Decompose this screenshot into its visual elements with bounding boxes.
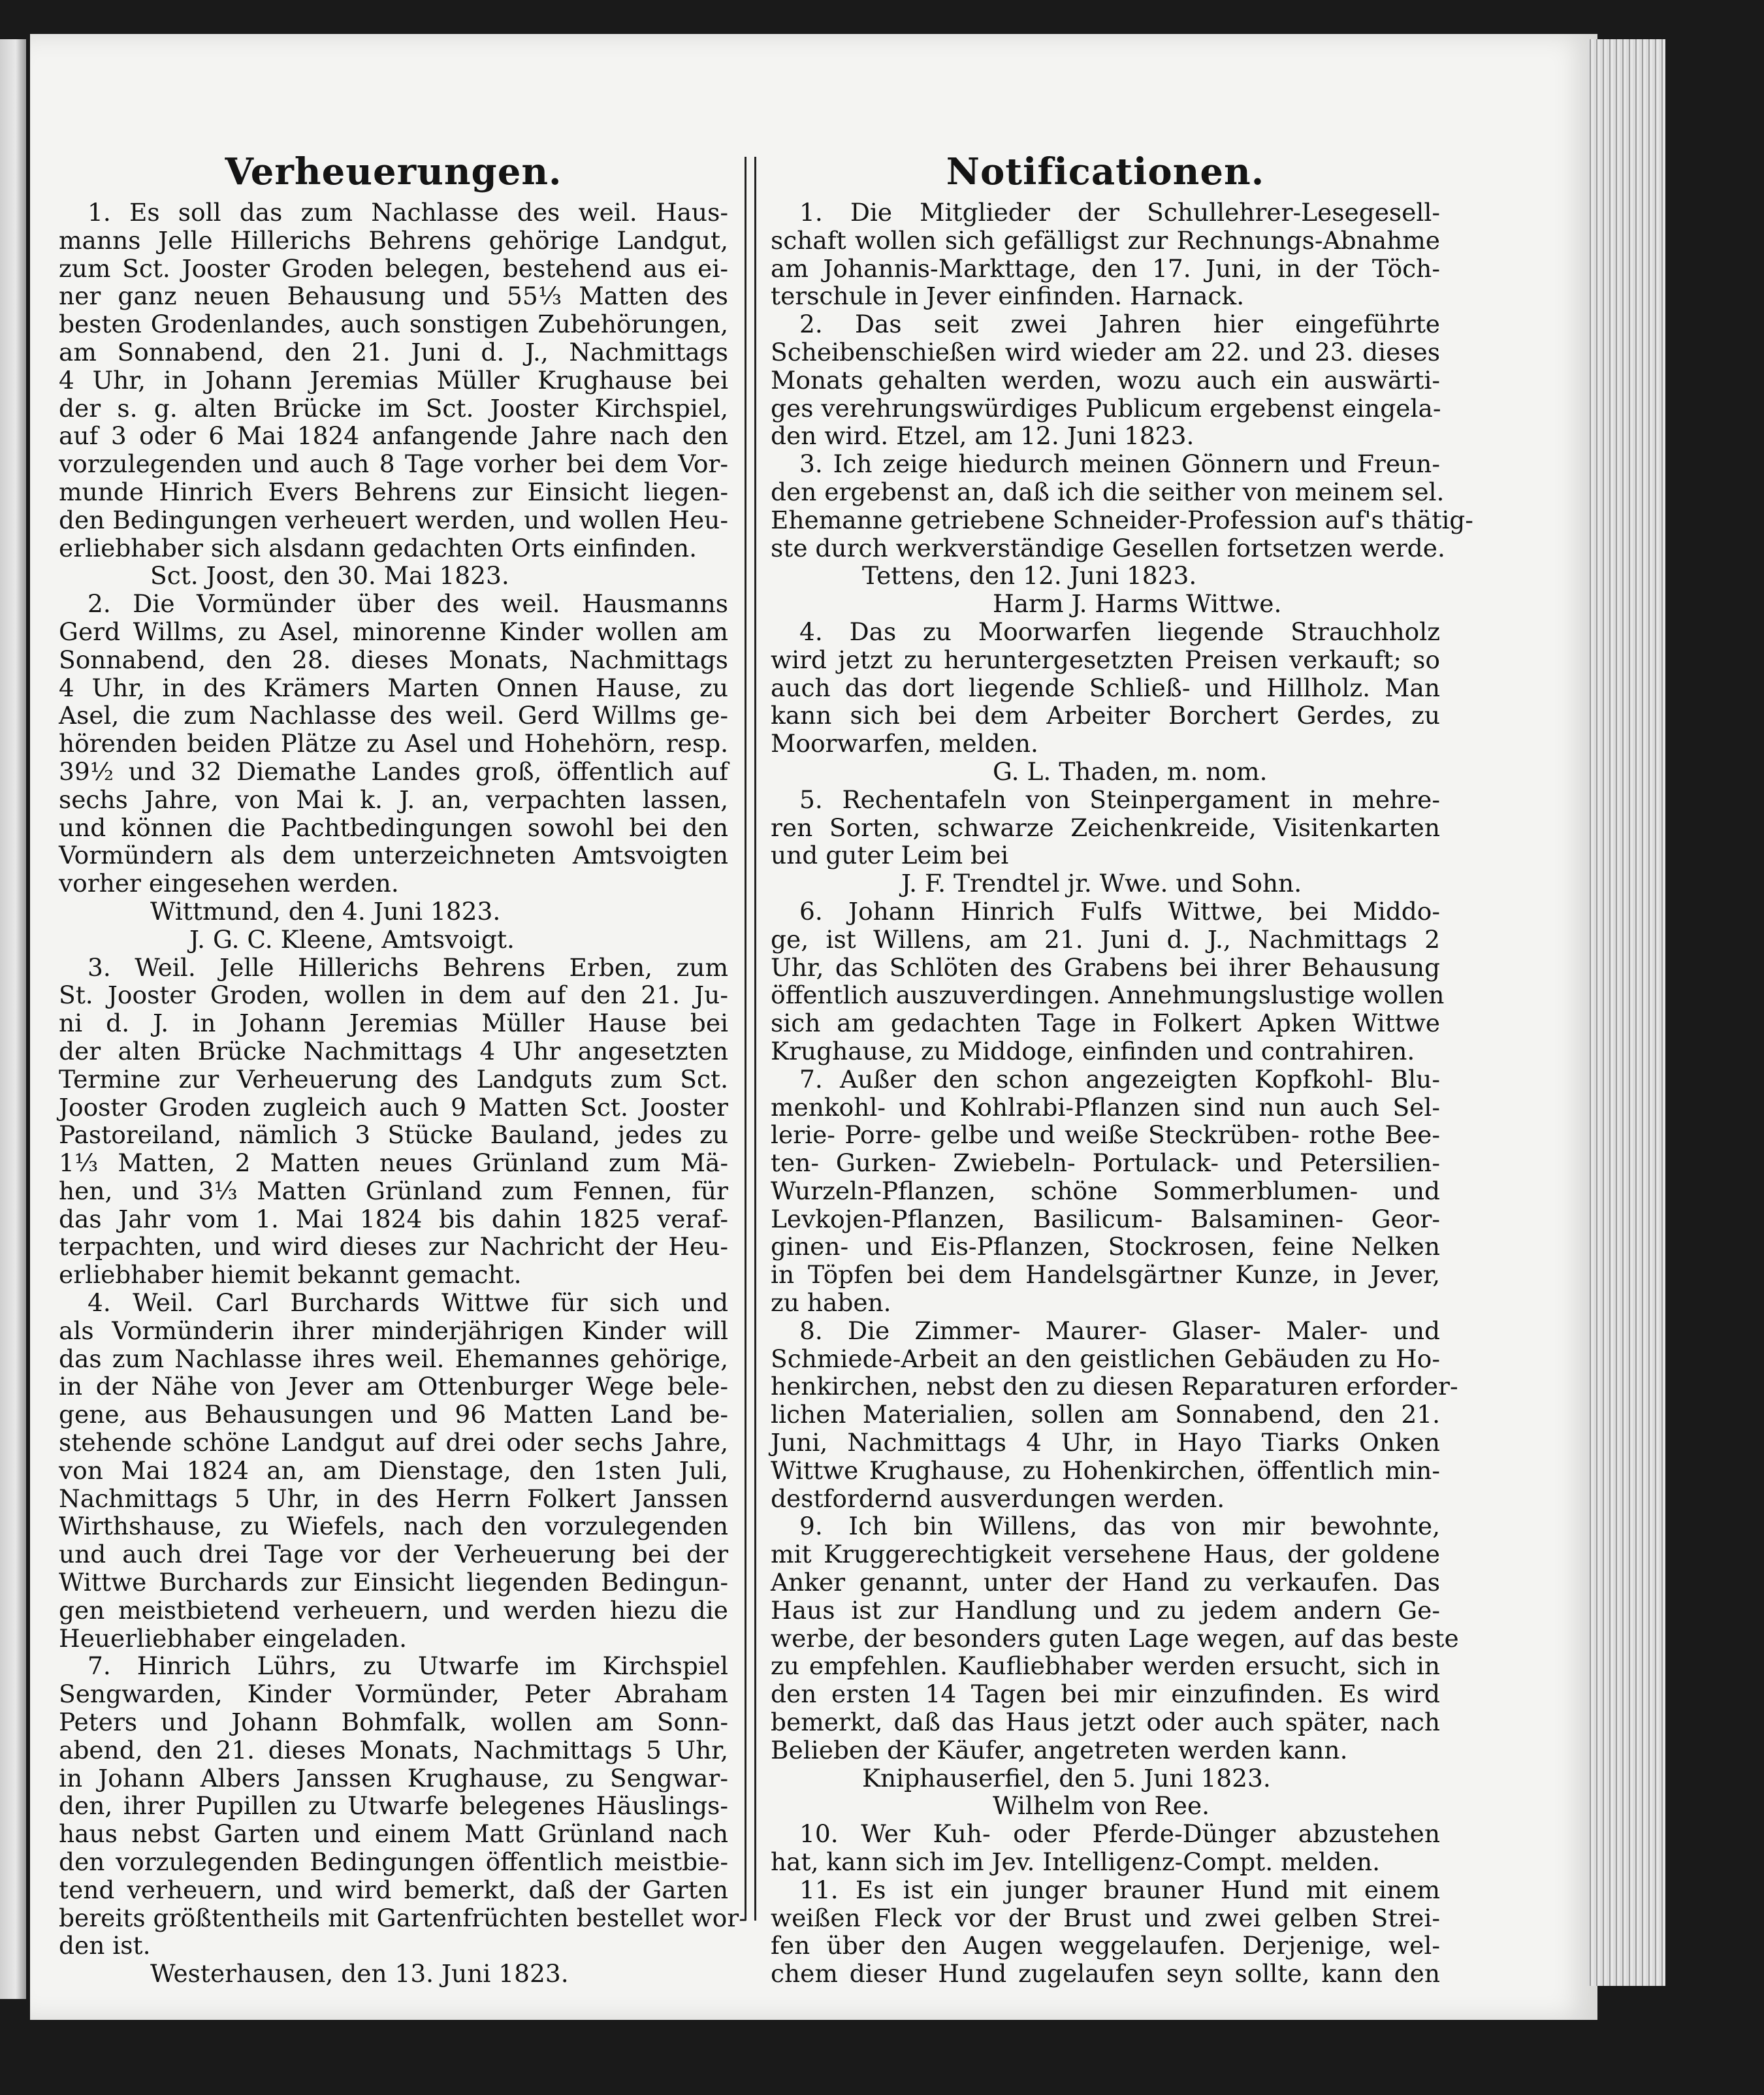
text-line: Haus ist zur Handlung und zu jedem andern Ge- — [771, 1595, 1440, 1625]
text-line: Termine zur Verheuerung des Landguts zum Sct. — [59, 1064, 728, 1094]
text-line: hat, kann sich im Jev. Intelligenz-Compt. melden. — [771, 1847, 1381, 1877]
text-line: chem dieser Hund zugelaufen seyn sollte, kann den — [771, 1959, 1440, 1989]
text-line: den ergebenst an, daß ich die seither von meinem sel. — [771, 477, 1445, 506]
text-line: ste durch werkverständige Gesellen fortsetzen werde. — [771, 533, 1445, 562]
text-line: Scheibenschießen wird wieder am 22. und 23. dieses — [771, 337, 1440, 366]
text-line: Ehemanne getriebene Schneider-Profession auf's thätig- — [771, 505, 1473, 534]
text-line: 4. Das zu Moorwarfen liegende Strauchholz — [799, 617, 1440, 646]
text-line: munde Hinrich Evers Behrens zur Einsicht liegen- — [59, 477, 728, 506]
text-line: tend verheuern, und wird bemerkt, daß der Garten — [59, 1875, 728, 1904]
text-line: in der Nähe von Jever am Ottenburger Wege bele- — [59, 1372, 728, 1401]
text-line: lichen Materialien, sollen am Sonnabend, den 21. — [771, 1400, 1440, 1429]
text-line: Vormündern als dem unterzeichneten Amtsvoigten — [59, 841, 728, 870]
text-line: besten Grodenlandes, auch sonstigen Zubehörungen, — [59, 310, 728, 339]
text-line: St. Jooster Groden, wollen in dem auf den 21. Ju- — [59, 981, 728, 1010]
text-line: kann sich bei dem Arbeiter Borchert Gerdes, zu — [771, 701, 1440, 730]
text-line: 39½ und 32 Diemathe Landes groß, öffentlich auf — [59, 756, 728, 786]
text-line: den, ihrer Pupillen zu Utwarfe belegenes Häuslings- — [59, 1791, 728, 1821]
text-line: Gerd Willms, zu Asel, minorenne Kinder wollen am — [59, 617, 728, 646]
text-line: und können die Pachtbedingungen sowohl bei den — [59, 813, 728, 842]
text-line: erliebhaber sich alsdann gedachten Orts einfinden. — [59, 533, 698, 562]
text-line: 4. Weil. Carl Burchards Wittwe für sich und — [88, 1288, 728, 1318]
text-line: G. L. Thaden, m. nom. — [993, 756, 1268, 786]
left-column — [59, 150, 747, 1989]
text-line: Heuerliebhaber eingeladen. — [59, 1623, 408, 1653]
text-line: Peters und Johann Bohmfalk, wollen am Sonn- — [59, 1708, 728, 1737]
text-line: ni d. J. in Johann Jeremias Müller Hause bei — [59, 1009, 728, 1038]
text-line: schaft wollen sich gefälligst zur Rechnungs-Abnahme — [771, 225, 1440, 255]
text-line: als Vormünderin ihrer minderjährigen Kinder will — [59, 1316, 728, 1345]
text-line: am Sonnabend, den 21. Juni d. J., Nachmittags — [59, 337, 728, 366]
text-line: bemerkt, daß das Haus jetzt oder auch später, nach — [771, 1708, 1440, 1737]
text-line: vorzulegenden und auch 8 Tage vorher bei dem Vor- — [59, 449, 728, 479]
text-line: henkirchen, nebst den zu diesen Reparaturen erforder- — [771, 1372, 1458, 1401]
text-line: hörenden beiden Plätze zu Asel und Hohehörn, resp. — [59, 729, 728, 758]
text-line: lerie- Porre- gelbe und weiße Steckrüben- rothe Bee- — [771, 1120, 1440, 1150]
text-line: ge, ist Willens, am 21. Juni d. J., Nachmittags 2 — [771, 924, 1440, 954]
text-line: in Johann Albers Janssen Krughause, zu Sengwar- — [59, 1763, 728, 1793]
text-line: den ist. — [59, 1931, 151, 1960]
text-line: 5. Rechentafeln von Steinpergament in mehre- — [799, 785, 1440, 814]
text-line: Levkojen-Pflanzen, Basilicum- Balsaminen- Geor- — [771, 1204, 1440, 1233]
text-line: Schmiede-Arbeit an den geistlichen Gebäuden zu Ho- — [771, 1344, 1440, 1373]
text-line: zum Sct. Jooster Groden belegen, bestehend aus ei- — [59, 253, 728, 283]
text-line: 1. Die Mitglieder der Schullehrer-Lesegesell- — [799, 198, 1440, 227]
text-line: hen, und 3⅓ Matten Grünland zum Fennen, für — [59, 1176, 728, 1205]
text-line: das zum Nachlasse ihres weil. Ehemannes gehörige, — [59, 1344, 728, 1373]
text-line: Sengwarden, Kinder Vormünder, Peter Abraham — [59, 1680, 728, 1709]
text-line: mit Kruggerechtigkeit versehene Haus, der goldene — [771, 1540, 1440, 1569]
text-line: Nachmittags 5 Uhr, in des Herrn Folkert Janssen — [59, 1484, 728, 1513]
text-line: 4 Uhr, in des Krämers Marten Onnen Hause, zu — [59, 673, 728, 702]
left-column-text — [59, 198, 747, 1989]
text-line: den Bedingungen verheuert werden, und wollen Heu- — [59, 505, 728, 534]
text-line: Westerhausen, den 13. Juni 1823. — [150, 1959, 569, 1989]
text-line: auch das dort liegende Schließ- und Hillholz. Man — [771, 673, 1440, 702]
text-line: Krughause, zu Middoge, einfinden und contrahiren. — [771, 1036, 1415, 1065]
text-line: erliebhaber hiemit bekannt gemacht. — [59, 1260, 522, 1290]
text-line: 3. Ich zeige hiedurch meinen Gönnern und Freun- — [799, 449, 1440, 479]
right-column — [771, 150, 1473, 1989]
text-line: destfordernd ausverdungen werden. — [771, 1484, 1225, 1513]
text-line: manns Jelle Hillerichs Behrens gehörige Landgut, — [59, 225, 728, 255]
text-line: terpachten, und wird dieses zur Nachricht der Heu- — [59, 1232, 728, 1261]
text-line: Wurzeln-Pflanzen, schöne Sommerblumen- und — [771, 1176, 1440, 1205]
text-line: weißen Fleck vor der Brust und zwei gelben Strei- — [771, 1903, 1440, 1932]
text-line: 7. Außer den schon angezeigten Kopfkohl- Blu- — [799, 1064, 1440, 1094]
text-line: ges verehrungswürdiges Publicum ergebenst eingela- — [771, 393, 1441, 423]
text-line: Jooster Groden zugleich auch 9 Matten Sct. Jooster — [59, 1092, 728, 1122]
text-line: Asel, die zum Nachlasse des weil. Gerd Willms ge- — [59, 701, 728, 730]
text-line: 8. Die Zimmer- Maurer- Glaser- Maler- und — [799, 1316, 1440, 1345]
text-line: 3. Weil. Jelle Hillerichs Behrens Erben, zum — [88, 952, 728, 982]
text-line: Moorwarfen, melden. — [771, 729, 1038, 758]
text-line: 4 Uhr, in Johann Jeremias Müller Krughause bei — [59, 365, 728, 395]
text-line: Uhr, das Schlöten des Grabens bei ihrer Behausung — [771, 952, 1440, 982]
text-line: und guter Leim bei — [771, 841, 1009, 870]
text-line: 1⅓ Matten, 2 Matten neues Grünland zum Mä- — [59, 1148, 728, 1178]
text-line: öffentlich auszuverdingen. Annehmungslustige wollen — [771, 981, 1445, 1010]
text-line: Wittwe Krughause, zu Hohenkirchen, öffentlich min- — [771, 1455, 1440, 1485]
text-line: werbe, der besonders guten Lage wegen, auf das beste — [771, 1623, 1459, 1653]
text-line: 7. Hinrich Lührs, zu Utwarfe im Kirchspiel — [88, 1651, 728, 1681]
text-line: terschule in Jever einfinden. Harnack. — [771, 282, 1245, 311]
text-line: das Jahr vom 1. Mai 1824 bis dahin 1825 veraf- — [59, 1204, 728, 1233]
text-line: Wilhelm von Ree. — [993, 1791, 1210, 1821]
text-line: J. F. Trendtel jr. Wwe. und Sohn. — [901, 869, 1302, 898]
text-line: stehende schöne Landgut auf drei oder sechs Jahre, — [59, 1428, 728, 1457]
text-line: und auch drei Tage vor der Verheuerung bei der — [59, 1540, 728, 1569]
text-line: ten- Gurken- Zwiebeln- Portulack- und Petersilien- — [771, 1148, 1440, 1178]
text-line: Anker genannt, unter der Hand zu verkaufen. Das — [771, 1568, 1440, 1597]
text-line: haus nebst Garten und einem Matt Grünland nach — [59, 1819, 728, 1849]
text-line: fen über den Augen weggelaufen. Derjenige, wel- — [771, 1931, 1440, 1960]
text-line: der alten Brücke Nachmittags 4 Uhr angesetzten — [59, 1036, 728, 1065]
text-line: Sonnabend, den 28. dieses Monats, Nachmittags — [59, 645, 728, 674]
text-line: Kniphauserfiel, den 5. Juni 1823. — [862, 1763, 1271, 1793]
text-line: Wittmund, den 4. Juni 1823. — [150, 896, 501, 926]
text-line: ner ganz neuen Behausung und 55⅓ Matten des — [59, 282, 728, 311]
text-line: 6. Johann Hinrich Fulfs Wittwe, bei Middo- — [799, 896, 1440, 926]
text-line: Monats gehalten werden, wozu auch ein auswärti- — [771, 365, 1440, 395]
text-line: in Töpfen bei dem Handelsgärtner Kunze, in Jever, — [771, 1260, 1440, 1290]
text-line: Wittwe Burchards zur Einsicht liegenden Bedingun- — [59, 1568, 728, 1597]
text-line: den vorzulegenden Bedingungen öffentlich meistbie- — [59, 1847, 728, 1877]
text-line: den ersten 14 Tagen bei mir einzufinden. Es wird — [771, 1680, 1440, 1709]
text-line: Juni, Nachmittags 4 Uhr, in Hayo Tiarks Onken — [771, 1428, 1440, 1457]
text-line: J. G. C. Kleene, Amtsvoigt. — [189, 924, 515, 954]
text-line: 2. Das seit zwei Jahren hier eingeführte — [799, 310, 1440, 339]
book-fore-edge — [1587, 39, 1665, 1986]
text-line: 10. Wer Kuh- oder Pferde-Dünger abzustehen — [799, 1819, 1440, 1849]
text-line: Tettens, den 12. Juni 1823. — [862, 561, 1197, 591]
text-line: von Mai 1824 an, am Dienstage, den 1sten Juli, — [59, 1455, 728, 1485]
text-line: den wird. Etzel, am 12. Juni 1823. — [771, 421, 1195, 451]
text-line: 9. Ich bin Willens, das von mir bewohnte, — [799, 1512, 1440, 1541]
text-line: 11. Es ist ein junger brauner Hund mit einem — [799, 1875, 1440, 1904]
text-line: am Johannis-Markttage, den 17. Juni, in der Töch- — [771, 253, 1440, 283]
text-line: vorher eingesehen werden. — [59, 869, 399, 898]
text-line: Pastoreiland, nämlich 3 Stücke Bauland, jedes zu — [59, 1120, 728, 1150]
text-line: sich am gedachten Tage in Folkert Apken Wittwe — [771, 1009, 1440, 1038]
text-line: 2. Die Vormünder über des weil. Hausmanns — [88, 589, 728, 619]
right-column-text — [771, 198, 1473, 1989]
text-line: auf 3 oder 6 Mai 1824 anfangende Jahre nach den — [59, 421, 728, 451]
text-line: zu empfehlen. Kaufliebhaber werden ersucht, sich in — [771, 1651, 1440, 1681]
text-line: Harm J. Harms Wittwe. — [993, 589, 1282, 619]
text-line: gen meistbietend verheuern, und werden hiezu die — [59, 1595, 728, 1625]
text-line: wird jetzt zu heruntergesetzten Preisen verkauft; so — [771, 645, 1440, 674]
text-line: menkohl- und Kohlrabi-Pflanzen sind nun auch Sel- — [771, 1092, 1440, 1122]
left-page-edge — [0, 39, 26, 1999]
text-line: gene, aus Behausungen und 96 Matten Land be- — [59, 1400, 728, 1429]
column-divider — [745, 157, 756, 1921]
column-heading-verheuerungen: Verheuerungen. — [225, 150, 562, 193]
text-line: ginen- und Eis-Pflanzen, Stockrosen, feine Nelken — [771, 1232, 1440, 1261]
text-line: Wirthshause, zu Wiefels, nach den vorzulegenden — [59, 1512, 728, 1541]
text-line: 1. Es soll das zum Nachlasse des weil. Haus- — [88, 198, 728, 227]
text-line: abend, den 21. dieses Monats, Nachmittags 5 Uhr, — [59, 1735, 728, 1764]
text-line: der s. g. alten Brücke im Sct. Jooster Kirchspiel, — [59, 393, 728, 423]
column-heading-notificationen: Notificationen. — [946, 150, 1265, 193]
text-line: sechs Jahre, von Mai k. J. an, verpachten lassen, — [59, 785, 728, 814]
text-line: bereits größtentheils mit Gartenfrüchten bestellet wor- — [59, 1903, 747, 1932]
text-line: Sct. Joost, den 30. Mai 1823. — [150, 561, 509, 591]
text-line: Belieben der Käufer, angetreten werden kann. — [771, 1735, 1348, 1764]
text-line: ren Sorten, schwarze Zeichenkreide, Visitenkarten — [771, 813, 1440, 842]
text-line: zu haben. — [771, 1288, 891, 1318]
